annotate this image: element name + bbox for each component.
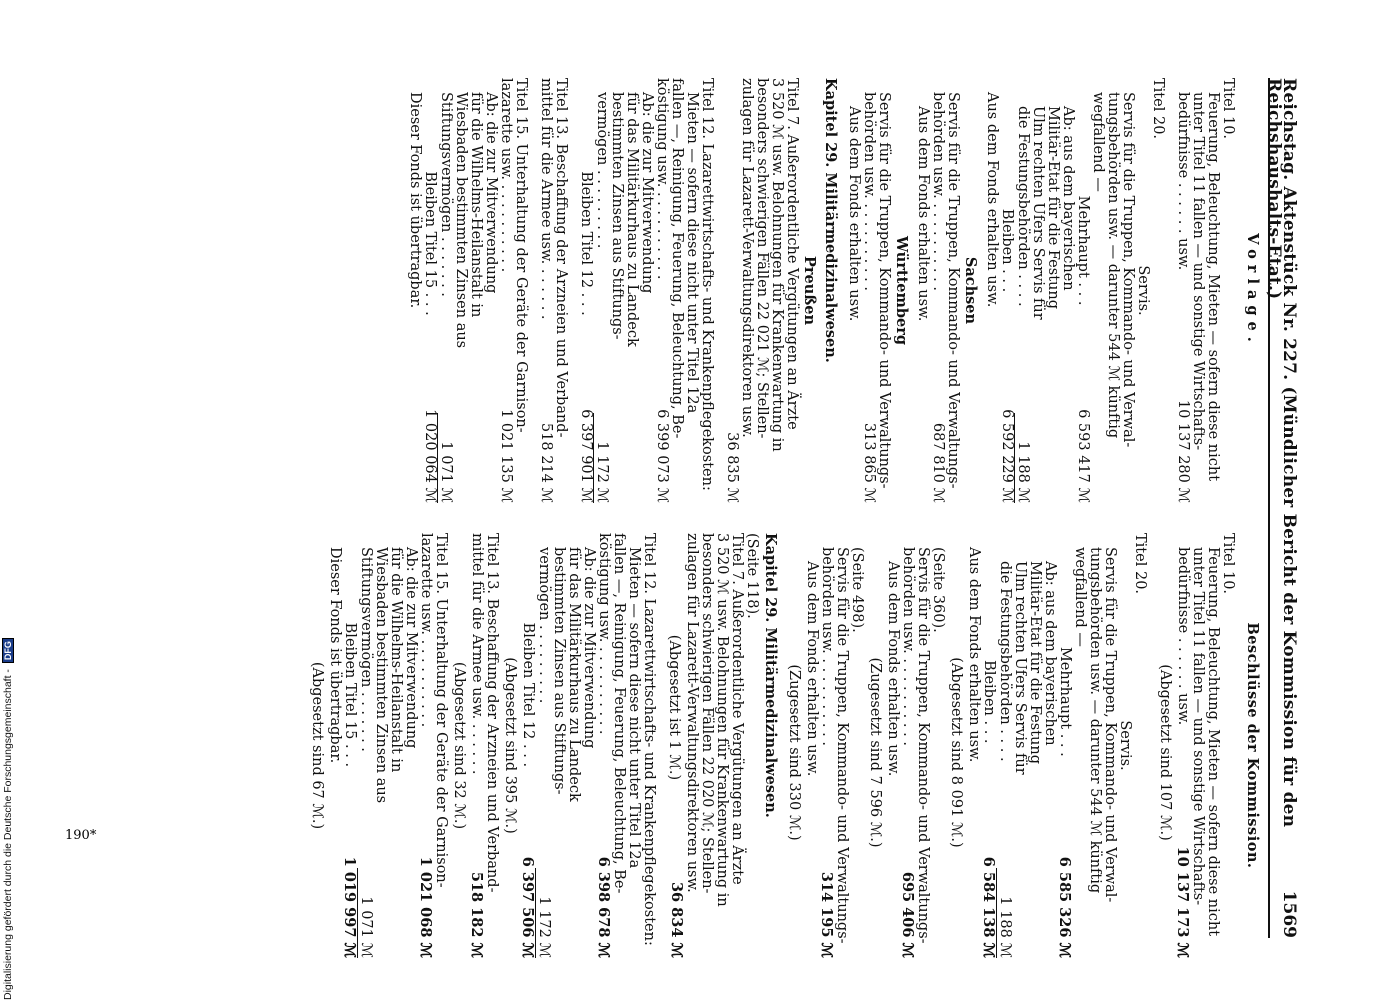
sachsen-text [867, 533, 945, 958]
titel-20-label: Titel 20. [1150, 78, 1166, 140]
state-heading-wuerttemberg: Württemberg [893, 236, 910, 345]
text-line: fallen —, Reinigung, Feuerung, Beleuchtung, Be- [611, 533, 627, 894]
kapitel-29-heading: Kapitel 29. Militärmedizinalwesen. [762, 533, 779, 818]
text-line-part: behörden usw. . . . . . . . . . . [900, 547, 916, 746]
text-line: Aus dem Fonds erhalten usw. [984, 92, 1000, 308]
state-suffix: (Seite 118). [744, 533, 760, 619]
text-line: Militär-Etat für die Festung [1045, 106, 1061, 309]
adjustment-note: (Abgesetzt sind 32 ℳ.) [451, 661, 467, 830]
text-line-part: behörden usw. . . . . . . . . . . [930, 92, 946, 291]
text-line-part: mittel für die Armee usw. . . . . . . [538, 78, 554, 320]
text-line: Ab: die zur Mitverwendung [639, 92, 655, 294]
text-line [498, 78, 513, 503]
titel-7-text [724, 78, 799, 503]
text-line: Titel 13. Beschaffung der Arzneien und Verband- [553, 78, 569, 438]
bleiben-label: Bleiben . . . [999, 208, 1015, 293]
amount: 1 172 ℳ [536, 896, 552, 958]
text-line: Ab: die zur Mitverwendung [483, 92, 499, 294]
text-line: Dieser Fonds ist übertragbar. [407, 92, 423, 309]
page-header [1264, 78, 1300, 938]
text-line-part: lazarette usw. . . . . . . . . . . [498, 78, 514, 273]
text-line: für die Wilhelms-Heilanstalt in [388, 547, 404, 773]
text-line [422, 78, 437, 503]
text-line: 3 520 ℳ usw. Belohnungen für Krankenwartung in [714, 533, 730, 907]
titel-20-label: Titel 20. [1132, 533, 1148, 595]
column-beschluesse [306, 533, 1260, 958]
state-heading-sachsen: Sachsen [962, 256, 979, 325]
amount: 1 172 ℳ [594, 441, 610, 503]
amount: 10 137 280 ℳ [1175, 399, 1191, 503]
amount: 1 021 135 ℳ [498, 409, 514, 503]
titel-20-text [984, 78, 1135, 503]
text-line: Ab: die zur Mitverwendung [403, 547, 419, 749]
text-line [930, 92, 945, 503]
bleiben-label: Bleiben Titel 15 . . . [342, 622, 358, 768]
text-line-part: vermögen . . . . . . . . . [594, 92, 610, 249]
bleiben-label: Bleiben . . . [981, 660, 997, 744]
text-line: für das Militärkurhaus zu Landeck [566, 547, 582, 802]
amount: 6 585 326 ℳ [1056, 856, 1073, 958]
text-line: Servis für die Truppen, Kommando- und Verwaltungs- [876, 92, 892, 489]
text-line: fallen —, Reinigung, Feuerung, Beleuchtung, Be- [669, 78, 685, 439]
text-line: tungsbehörden usw. — darunter 544 ℳ künftig [1105, 92, 1121, 439]
dfg-logo: DFG [2, 638, 14, 663]
rotated-page-content [70, 78, 1300, 958]
text-line: Titel 12. Lazarettwirtschafts- und Krankenpflegekosten: [699, 78, 715, 491]
wuerttemberg-text [846, 78, 891, 503]
text-line: Titel 7. Außerordentliche Vergütungen an Ärzte [729, 533, 745, 885]
text-line-part: köstigung usw. . . . . . . . . . . [654, 78, 670, 280]
adjustment-note: (Abgesetzt sind 8 091 ℳ.) [948, 657, 964, 848]
text-line: Servis für die Truppen, Kommando- und Verwal- [1120, 92, 1136, 448]
text-line: Titel 13. Beschaffung der Arzneien und Verband- [484, 533, 500, 893]
amount: 1 019 997 ℳ [341, 856, 358, 958]
text-line: besonders schwierigen Fällen 22 020 ℳ; Stellen- [699, 533, 715, 894]
text-line: zulagen für Lazarett-Verwaltungsdirektoren usw. [739, 78, 755, 438]
text-line: Ab: aus dem bayerischen [1042, 561, 1058, 746]
text-line [536, 547, 551, 958]
text-line [900, 547, 915, 958]
state-suffix: (Seite 360). [930, 547, 946, 633]
text-line: bestimmten Zinsen aus Stiftungs- [609, 92, 625, 340]
amount: 1 020 064 ℳ [422, 409, 438, 503]
text-line-part: die Festungsbehörden . . . . [1015, 106, 1031, 307]
bleiben-label: Bleiben Titel 12 . . . [520, 622, 536, 768]
titel-15-text [407, 78, 528, 503]
text-line-part: vermögen . . . . . . . . . [536, 547, 552, 704]
page-mark: 190* [65, 828, 97, 843]
text-line-part: bedürfnisse . . . . . . usw. [1175, 547, 1191, 726]
amount: 1 071 ℳ [358, 896, 374, 958]
text-line [997, 561, 1012, 958]
text-line [861, 92, 876, 503]
text-line: wegfallend — [1090, 92, 1106, 192]
text-line: Ulm rechten Ufers Servis für [1012, 561, 1028, 775]
deduction-block [438, 78, 498, 503]
deduction-block [997, 547, 1057, 958]
titel-10-text [1175, 78, 1220, 503]
text-line: Servis für die Truppen, Kommando- und Verwaltungs- [915, 547, 931, 944]
amount: 1 021 068 ℳ [417, 856, 434, 958]
titel-13-text [451, 533, 499, 958]
text-line: Wiesbaden bestimmten Zinsen aus [453, 92, 469, 349]
text-line-part: behörden usw. . . . . . . . . . . [861, 92, 877, 291]
text-line [654, 78, 669, 503]
text-line: bestimmten Zinsen aus Stiftungs- [551, 547, 567, 795]
text-line-part: zulagen für Lazarett-Verwaltungsdirektoren usw. [684, 533, 700, 893]
amount: 6 584 138 ℳ [980, 856, 997, 958]
bleiben-label: Bleiben Titel 12 . . . [578, 171, 594, 316]
text-line [1175, 92, 1190, 503]
text-line [1075, 92, 1090, 503]
bleiben-label: Bleiben Titel 15 . . . [422, 171, 438, 316]
text-line: Servis für die Truppen, Kommando- und Verwal- [1102, 547, 1118, 903]
text-line [578, 78, 593, 503]
amount: 313 865 ℳ [861, 422, 877, 503]
amount: 6 592 229 ℳ [999, 409, 1015, 503]
deduction-block [358, 533, 418, 958]
text-line [999, 92, 1014, 503]
adjustment-note: (Abgesetzt ist 1 ℳ.) [666, 634, 682, 781]
subheading-servis: Servis. [1135, 265, 1151, 316]
titel-10-text [1157, 533, 1220, 958]
text-line [469, 533, 484, 958]
text-line: Ab: aus dem bayerischen [1060, 106, 1076, 291]
amount: 1 188 ℳ [1015, 441, 1031, 503]
text-line-part: köstigung usw. . . . . . . . . . . [596, 533, 612, 735]
text-line [520, 533, 535, 958]
titel-13-text [538, 78, 568, 503]
amount: 6 399 073 ℳ [654, 409, 670, 503]
subheading-servis: Servis. [1117, 720, 1133, 771]
text-line [418, 533, 433, 958]
text-line-part: lazarette usw. . . . . . . . . . . [418, 533, 434, 728]
text-line [1175, 547, 1190, 958]
text-line: Titel 7. Außerordentliche Vergütungen an Ärzte [784, 78, 800, 430]
text-line-part: Stiftungsvermögen . . . . . . . [358, 547, 374, 752]
text-line: Titel 12. Lazarettwirtschafts- und Krankenpflegekosten: [641, 533, 657, 946]
text-line: Aus dem Fonds erhalten usw. [846, 106, 862, 322]
text-line: Titel 15. Unterhaltung der Geräte der Garnison- [433, 533, 449, 888]
amount: 6 398 678 ℳ [595, 856, 612, 958]
deduction-block [536, 533, 596, 958]
text-line: Servis für die Truppen, Kommando- und Verwaltungs- [945, 92, 961, 489]
text-line [819, 547, 834, 958]
text-line: Wiesbaden bestimmten Zinsen aus [373, 547, 389, 804]
amount: 6 397 506 ℳ [519, 856, 536, 958]
text-line: Feuerung, Beleuchtung, Mieten — sofern diese nicht [1205, 92, 1221, 482]
text-line [1057, 547, 1072, 958]
amount: 695 406 ℳ [899, 871, 916, 958]
text-line: Mieten — sofern diese nicht unter Titel 12a [626, 547, 642, 869]
text-line-part: die Festungsbehörden . . . . [997, 561, 1013, 762]
amount: 518 214 ℳ [538, 422, 554, 503]
text-line: Aus dem Fonds erhalten usw. [915, 106, 931, 322]
deduction-block [1015, 92, 1075, 503]
text-line [981, 547, 996, 958]
text-line [538, 78, 553, 503]
column-heading-beschluesse: Beschlüsse der Kommission. [1244, 622, 1261, 869]
text-line: tungsbehörden usw. — darunter 544 ℳ künftig [1087, 547, 1103, 894]
text-line: Servis für die Truppen, Kommando- und Verwaltungs- [834, 547, 850, 944]
text-line-part: mittel für die Armee usw. . . . . . . [469, 533, 485, 775]
header-title: Reichstag. Aktenstück Nr. 227. (Mündlicher Bericht der Kommission für den Reichshaushalts-Etat.) [1264, 78, 1299, 828]
text-line: Aus dem Fonds erhalten usw. [804, 561, 820, 777]
text-line: Aus dem Fonds erhalten usw. [966, 547, 982, 763]
adjustment-note: (Abgesetzt sind 395 ℳ.) [502, 657, 518, 834]
text-line: Mieten — sofern diese nicht unter Titel 12a [684, 92, 700, 414]
text-line: Titel 15. Unterhaltung der Geräte der Garnison- [513, 78, 529, 433]
adjustment-note: (Abgesetzt sind 107 ℳ.) [1157, 664, 1173, 841]
text-line-part: bedürfnisse . . . . . . usw. [1175, 92, 1191, 271]
text-line [438, 92, 453, 503]
text-line [594, 92, 609, 503]
titel-7-text [666, 533, 759, 958]
amount: 6 397 901 ℳ [578, 409, 594, 503]
page-number: 1569 [1279, 890, 1299, 938]
titel-20-text [948, 533, 1117, 958]
digitization-note [2, 638, 14, 1000]
adjustment-note: (Zugesetzt sind 7 596 ℳ.) [867, 657, 883, 848]
sachsen-text [915, 78, 960, 503]
text-line: Feuerung, Beleuchtung, Mieten — sofern diese nicht [1205, 547, 1221, 937]
mehrhaupt-label: Mehrhaupt . . . [1075, 195, 1091, 306]
wuerttemberg-text [786, 533, 864, 958]
text-line: für die Wilhelms-Heilanstalt in [468, 92, 484, 318]
state-heading-preussen: Preußen [801, 255, 818, 326]
amount: 1 071 ℳ [438, 441, 454, 503]
text-line [724, 78, 739, 503]
amount: 518 182 ℳ [468, 871, 485, 958]
text-line: wegfallend — [1072, 547, 1088, 647]
text-line [1015, 106, 1030, 503]
text-line: Dieser Fonds ist übertragbar. [327, 547, 343, 764]
column-heading-vorlage: Vorlage. [1244, 233, 1261, 348]
text-line [596, 533, 611, 958]
text-line: unter Titel 11 fallen — und sonstige Wirtschafts- [1190, 547, 1206, 906]
text-line-part: Stiftungsvermögen . . . . . . . [438, 92, 454, 297]
titel-15-text [309, 533, 448, 958]
mehrhaupt-label: Mehrhaupt . . . [1057, 646, 1073, 757]
text-line: für das Militärkurhaus zu Landeck [624, 92, 640, 347]
text-line: Militär-Etat für die Festung [1027, 561, 1043, 764]
text-line: 3 520 ℳ usw. Belohnungen für Krankenwartung in [769, 78, 785, 452]
amount: 6 593 417 ℳ [1075, 409, 1091, 503]
text-line: unter Titel 11 fallen — und sonstige Wirtschafts- [1190, 92, 1206, 451]
amount: 314 195 ℳ [818, 871, 835, 958]
text-line [358, 547, 373, 958]
text-line-part: behörden usw. . . . . . . . . . . [819, 547, 835, 746]
amount: 36 834 ℳ [668, 881, 685, 958]
text-line [342, 533, 357, 958]
amount: 1 188 ℳ [997, 896, 1013, 958]
titel-12-text [578, 78, 714, 503]
amount: 10 137 173 ℳ [1174, 846, 1191, 958]
titel-10-label: Titel 10. [1220, 78, 1236, 140]
titel-10-label: Titel 10. [1220, 533, 1236, 595]
text-line: Aus dem Fonds erhalten usw. [885, 561, 901, 777]
text-line: Ab: die zur Mitverwendung [581, 547, 597, 749]
adjustment-note: (Zugesetzt sind 330 ℳ.) [786, 664, 802, 841]
kapitel-29-heading: Kapitel 29. Militärmedizinalwesen. [822, 78, 839, 363]
text-line: besonders schwierigen Fällen 22 021 ℳ; Stellen- [754, 78, 770, 439]
adjustment-note: (Abgesetzt sind 67 ℳ.) [309, 661, 325, 830]
amount: 36 835 ℳ [724, 432, 740, 503]
text-line: Ulm rechten Ufers Servis für [1030, 106, 1046, 320]
state-suffix: (Seite 498). [849, 547, 865, 633]
titel-12-text [502, 533, 656, 958]
amount: 687 810 ℳ [930, 422, 946, 503]
deduction-block [594, 78, 654, 503]
column-vorlage [407, 78, 1260, 503]
digitization-text: Digitalisierung gefördert durch die Deutsche Forschungsgemeinschaft - [2, 669, 14, 1000]
